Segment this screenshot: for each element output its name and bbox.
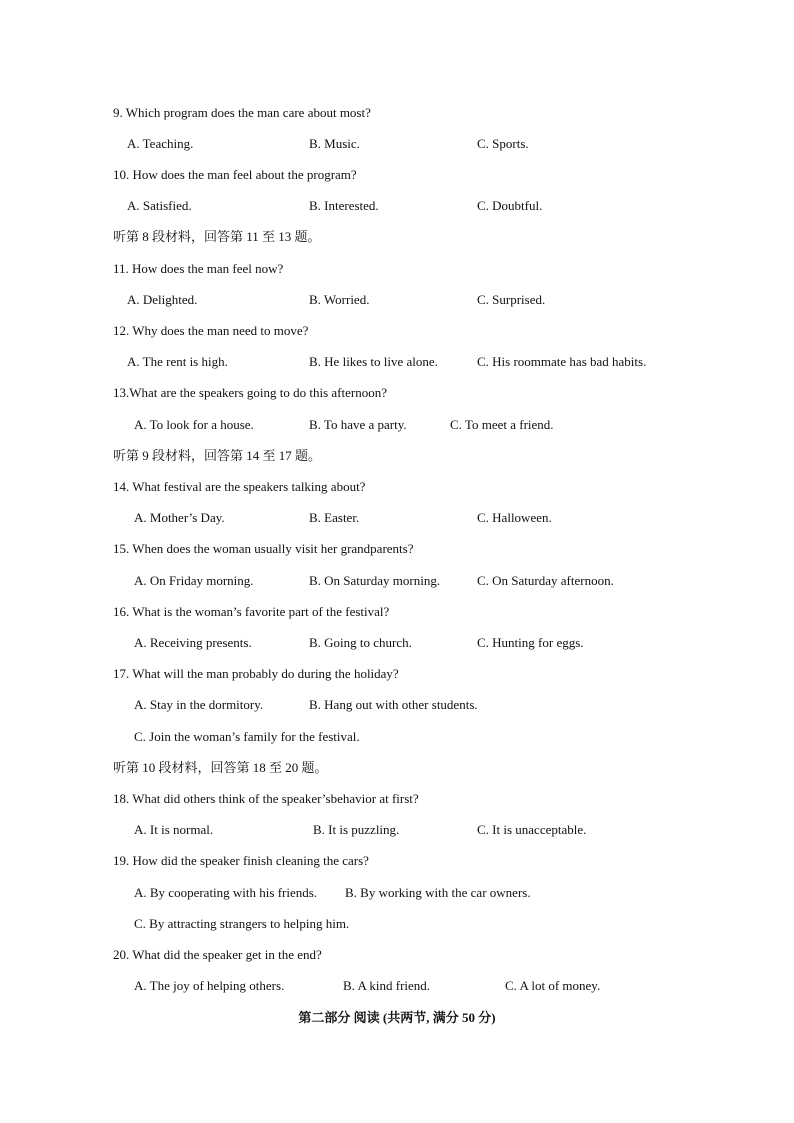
q18-option-c: C. It is unacceptable. xyxy=(477,822,587,837)
q15-option-a: A. On Friday morning. xyxy=(134,573,254,588)
question-11: 11. How does the man feel now? xyxy=(113,261,284,276)
question-19: 19. How did the speaker finish cleaning the cars? xyxy=(113,853,369,868)
q19-option-b: B. By working with the car owners. xyxy=(345,885,531,900)
q12-option-b: B. He likes to live alone. xyxy=(309,354,438,369)
q14-option-b: B. Easter. xyxy=(309,510,360,525)
q13-option-a: A. To look for a house. xyxy=(134,417,254,432)
q20-option-a: A. The joy of helping others. xyxy=(134,978,285,993)
q19-option-c: C. By attracting strangers to helping him. xyxy=(134,916,350,931)
question-20: 20. What did the speaker get in the end? xyxy=(113,947,322,962)
section-8-instruction: 听第 8 段材料，回答第 11 至 13 题。 xyxy=(113,229,321,244)
q16-option-c: C. Hunting for eggs. xyxy=(477,635,584,650)
q17-option-b: B. Hang out with other students. xyxy=(309,697,478,712)
question-9: 9. Which program does the man care about most? xyxy=(113,105,371,120)
section-10-instruction: 听第 10 段材料，回答第 18 至 20 题。 xyxy=(113,760,328,775)
q9-option-a: A. Teaching. xyxy=(127,136,194,151)
q10-option-c: C. Doubtful. xyxy=(477,198,543,213)
question-15: 15. When does the woman usually visit her grandparents? xyxy=(113,541,414,556)
q11-option-c: C. Surprised. xyxy=(477,292,546,307)
q18-option-b: B. It is puzzling. xyxy=(313,822,400,837)
question-18: 18. What did others think of the speaker’sbehavior at first? xyxy=(113,791,419,806)
question-12: 12. Why does the man need to move? xyxy=(113,323,309,338)
q18-option-a: A. It is normal. xyxy=(134,822,214,837)
q9-option-c: C. Sports. xyxy=(477,136,529,151)
q11-option-a: A. Delighted. xyxy=(127,292,198,307)
q16-option-a: A. Receiving presents. xyxy=(134,635,252,650)
q9-option-b: B. Music. xyxy=(309,136,360,151)
q14-option-c: C. Halloween. xyxy=(477,510,552,525)
q19-option-a: A. By cooperating with his friends. xyxy=(134,885,318,900)
q20-option-c: C. A lot of money. xyxy=(505,978,601,993)
q15-option-c: C. On Saturday afternoon. xyxy=(477,573,614,588)
q10-option-a: A. Satisfied. xyxy=(127,198,192,213)
question-16: 16. What is the woman’s favorite part of the festival? xyxy=(113,604,390,619)
q11-option-b: B. Worried. xyxy=(309,292,370,307)
q13-option-b: B. To have a party. xyxy=(309,417,407,432)
q17-option-a: A. Stay in the dormitory. xyxy=(134,697,264,712)
q12-option-c: C. His roommate has bad habits. xyxy=(477,354,647,369)
q15-option-b: B. On Saturday morning. xyxy=(309,573,441,588)
q16-option-b: B. Going to church. xyxy=(309,635,412,650)
question-14: 14. What festival are the speakers talking about? xyxy=(113,479,366,494)
q10-option-b: B. Interested. xyxy=(309,198,379,213)
part-two-heading: 第二部分 阅读 (共两节, 满分 50 分) xyxy=(298,1010,496,1025)
q20-option-b: B. A kind friend. xyxy=(343,978,431,993)
q13-option-c: C. To meet a friend. xyxy=(450,417,554,432)
q12-option-a: A. The rent is high. xyxy=(127,354,228,369)
question-13: 13.What are the speakers going to do this afternoon? xyxy=(113,385,387,400)
q14-option-a: A. Mother’s Day. xyxy=(134,510,225,525)
question-10: 10. How does the man feel about the program? xyxy=(113,167,357,182)
q17-option-c: C. Join the woman’s family for the festival. xyxy=(134,729,360,744)
question-17: 17. What will the man probably do during the holiday? xyxy=(113,666,399,681)
section-9-instruction: 听第 9 段材料，回答第 14 至 17 题。 xyxy=(113,448,322,463)
